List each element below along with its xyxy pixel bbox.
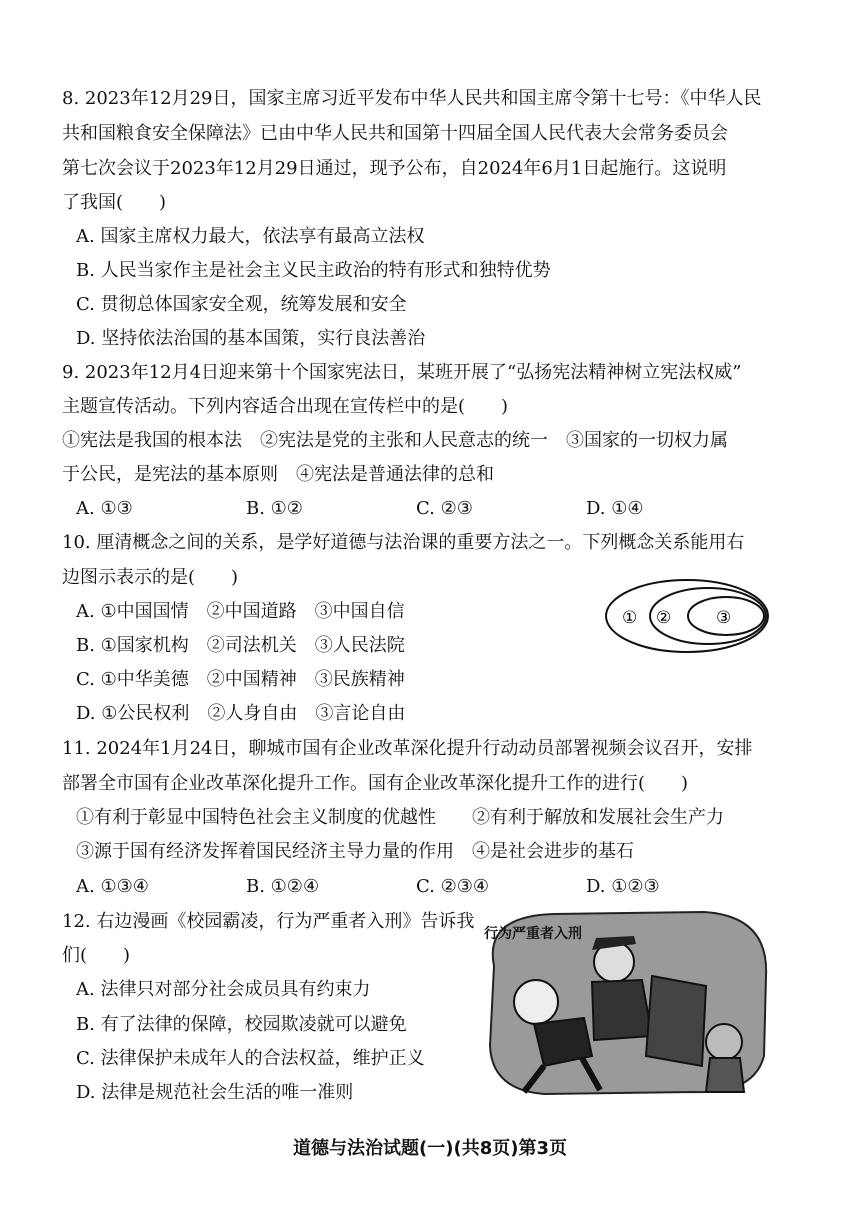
venn-label-1: ① xyxy=(622,608,638,628)
q9-stem-line-1: 9. 2023年12月4日迎来第十个国家宪法日，某班开展了“弘扬宪法精神树立宪法权威” xyxy=(62,362,742,383)
q8-option-b: B. 人民当家作主是社会主义民主政治的特有形式和独特优势 xyxy=(76,260,551,281)
policeman-body-icon xyxy=(592,980,652,1040)
q12-option-c: C. 法律保护未成年人的合法权益，维护正义 xyxy=(76,1048,425,1069)
q9-stem-line-4: 于公民，是宪法的基本原则 ④宪法是普通法律的总和 xyxy=(62,464,494,485)
victim-head-icon xyxy=(706,1024,742,1060)
q8-stem-line-4: 了我国( ) xyxy=(62,192,167,213)
q9-option-d: D. ①④ xyxy=(586,498,644,519)
concept-venn-diagram xyxy=(604,578,770,654)
victim-body-icon xyxy=(706,1058,744,1092)
law-book-icon xyxy=(646,976,706,1066)
q12-option-d: D. 法律是规范社会生活的唯一准则 xyxy=(76,1082,354,1103)
q11-option-c: C. ②③④ xyxy=(416,876,489,897)
q10-stem-line-2: 边图示表示的是( ) xyxy=(62,567,239,588)
q12-stem-line-1: 12. 右边漫画《校园霸凌，行为严重者入刑》告诉我 xyxy=(62,911,475,932)
q8-option-a: A. 国家主席权力最大，依法享有最高立法权 xyxy=(76,226,425,247)
q11-stem-line-2: 部署全市国有企业改革深化提升工作。国有企业改革深化提升工作的进行( ) xyxy=(62,773,689,794)
bully-head-icon xyxy=(514,980,558,1024)
q11-option-d: D. ①②③ xyxy=(586,876,660,897)
q12-option-b: B. 有了法律的保障，校园欺凌就可以避免 xyxy=(76,1014,407,1035)
q10-option-a: A. ①中国国情 ②中国道路 ③中国自信 xyxy=(76,601,405,622)
q11-stem-line-1: 11. 2024年1月24日，聊城市国有企业改革深化提升行动动员部署视频会议召开，安排 xyxy=(62,738,753,759)
q10-option-d: D. ①公民权利 ②人身自由 ③言论自由 xyxy=(76,703,406,724)
q8-option-c: C. 贯彻总体国家安全观，统筹发展和安全 xyxy=(76,294,407,315)
q8-stem-line-3: 第七次会议于2023年12月29日通过，现予公布，自2024年6月1日起施行。这说明 xyxy=(62,158,727,179)
q10-stem-line-1: 10. 厘清概念之间的关系，是学好道德与法治课的重要方法之一。下列概念关系能用右 xyxy=(62,532,745,553)
q10-option-c: C. ①中华美德 ②中国精神 ③民族精神 xyxy=(76,669,405,690)
venn-label-2: ② xyxy=(656,608,672,628)
q8-stem-line-1: 8. 2023年12月29日，国家主席习近平发布中华人民共和国主席令第十七号：《中华人民 xyxy=(62,88,762,109)
q11-statement-line-2: ③源于国有经济发挥着国民经济主导力量的作用 ④是社会进步的基石 xyxy=(76,841,634,862)
q10-option-b: B. ①国家机构 ②司法机关 ③人民法院 xyxy=(76,635,405,656)
q11-option-b: B. ①②④ xyxy=(246,876,320,897)
venn-label-3: ③ xyxy=(716,608,732,628)
q9-option-a: A. ①③ xyxy=(76,498,133,519)
q9-option-b: B. ①② xyxy=(246,498,303,519)
page-footer: 道德与法治试题(一)(共8页)第3页 xyxy=(293,1138,567,1159)
cartoon-caption: 行为严重者入刑 xyxy=(484,926,582,942)
q12-option-a: A. 法律只对部分社会成员具有约束力 xyxy=(76,979,371,1000)
bullying-cartoon xyxy=(474,906,774,1098)
q9-stem-line-3: ①宪法是我国的根本法 ②宪法是党的主张和人民意志的统一 ③国家的一切权力属 xyxy=(62,430,728,451)
q8-stem-line-2: 共和国粮食安全保障法》已由中华人民共和国第十四届全国人民代表大会常务委员会 xyxy=(62,123,728,144)
q9-stem-line-2: 主题宣传活动。下列内容适合出现在宣传栏中的是( ) xyxy=(62,396,509,417)
q12-stem-line-2: 们( ) xyxy=(62,945,131,966)
q9-option-c: C. ②③ xyxy=(416,498,473,519)
q8-option-d: D. 坚持依法治国的基本国策，实行良法善治 xyxy=(76,328,426,349)
q11-option-a: A. ①③④ xyxy=(76,876,149,897)
q11-statement-line-1: ①有利于彰显中国特色社会主义制度的优越性 ②有利于解放和发展社会生产力 xyxy=(76,807,724,828)
